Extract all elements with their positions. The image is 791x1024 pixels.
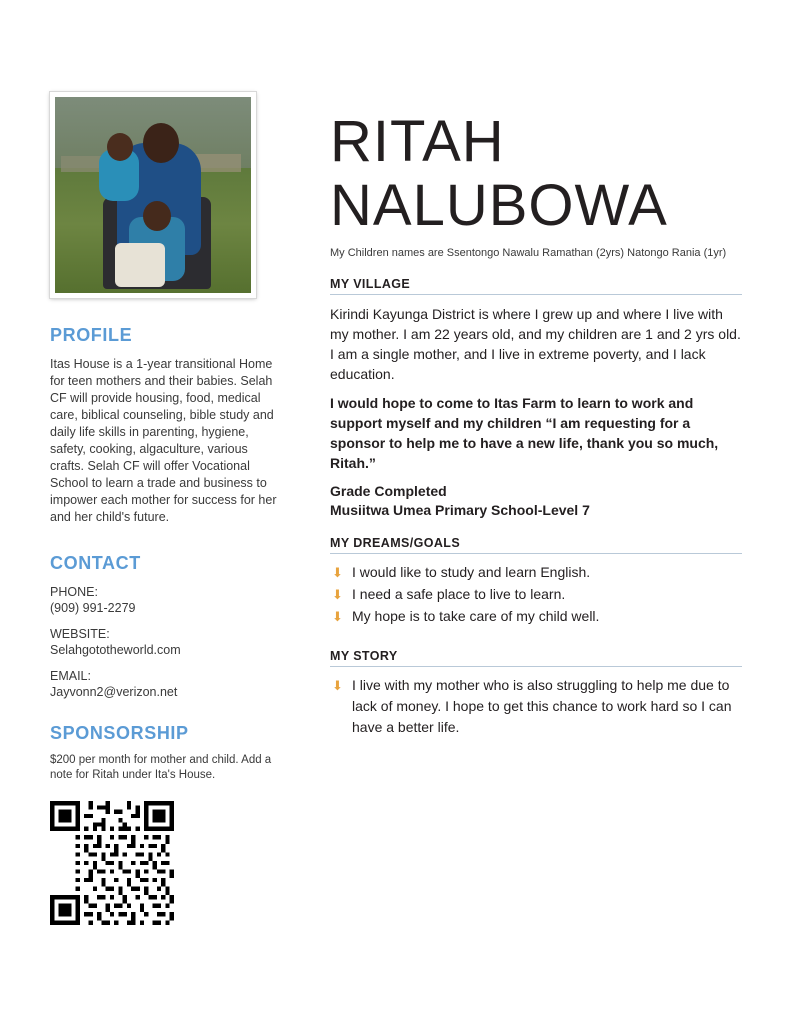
list-item xyxy=(330,606,742,627)
list-item xyxy=(330,675,742,738)
contact-phone-value: (909) 991-2279 xyxy=(50,600,136,615)
children-names-note: My Children names are Ssentongo Nawalu Ramathan (2yrs) Natongo Rania (1yr) xyxy=(330,247,727,259)
page-title-last-name: NALUBOWA xyxy=(330,173,668,238)
down-arrow-bullet-icon: ⬇ xyxy=(332,609,343,624)
list-item-text: My hope is to take care of my child well. xyxy=(352,608,600,624)
contact-phone xyxy=(50,584,278,616)
contact-website xyxy=(50,626,278,658)
photo-background-hut xyxy=(61,156,101,172)
contact-heading: CONTACT xyxy=(50,552,141,573)
photo-child-head xyxy=(107,133,133,161)
my-dreams-goals-heading: MY DREAMS/GOALS xyxy=(330,536,742,554)
list-item-text: I need a safe place to live to learn. xyxy=(352,586,566,602)
down-arrow-bullet-icon: ⬇ xyxy=(332,565,343,580)
photo-baby-head xyxy=(143,201,171,231)
list-item xyxy=(330,584,742,605)
my-village-heading: MY VILLAGE xyxy=(330,277,742,295)
list-item-text: I would like to study and learn English. xyxy=(352,564,591,580)
page-title-first-name: RITAH xyxy=(330,109,505,174)
left-column xyxy=(50,92,278,930)
ritah-with-children-photo xyxy=(50,92,256,298)
my-story-heading: MY STORY xyxy=(330,649,742,667)
right-column xyxy=(330,109,742,739)
down-arrow-bullet-icon: ⬇ xyxy=(332,678,343,693)
contact-website-label: WEBSITE: xyxy=(50,626,110,641)
list-item-text: I live with my mother who is also struggling to help me due to lack of money. I hope to get this chance to work hard so I can have a better life. xyxy=(352,677,732,735)
profile-heading: PROFILE xyxy=(50,325,133,345)
my-village-request: I would hope to come to Itas Farm to learn to work and support myself and my children “I am requesting for a sponsor to help me to have a new life, thank you so much, Ritah.” xyxy=(330,395,719,471)
profile-body: Itas House is a 1-year transitional Home for teen mothers and their babies. Selah CF will provide housing, food, medical care, biblical counseling, bible study and daily life skills in parenting, hygiene, safety, cooking, algaculture, various crafts. Selah CF will offer Vocational School to learn a trade and business to impower each mother for success for her and her child's future. xyxy=(50,356,277,524)
list-item xyxy=(330,562,742,583)
photo-mother-head xyxy=(143,123,179,163)
sponsorship-body: $200 per month for mother and child. Add a note for Ritah under Ita's House. xyxy=(50,754,272,782)
qr-code[interactable] xyxy=(50,801,174,925)
contact-website-value[interactable]: Selahgototheworld.com xyxy=(50,642,181,657)
contact-email-value[interactable]: Jayvonn2@verizon.net xyxy=(50,684,178,699)
my-story-list xyxy=(330,675,742,738)
contact-email xyxy=(50,668,278,700)
sponsorship-heading: SPONSORSHIP xyxy=(50,722,189,743)
my-village-paragraph: Kirindi Kayunga District is where I grew up and where I live with my mother. I am 22 years old, and my children are 1 and 2 yrs old. I am a single mother, and I live in extreme poverty, and I lack education. xyxy=(330,306,741,382)
grade-completed-label: Grade Completed xyxy=(330,483,447,499)
grade-completed-value: Musiitwa Umea Primary School-Level 7 xyxy=(330,502,590,518)
contact-email-label: EMAIL: xyxy=(50,668,91,683)
photo-baby-wrap xyxy=(115,243,165,287)
down-arrow-bullet-icon: ⬇ xyxy=(332,587,343,602)
contact-phone-label: PHONE: xyxy=(50,584,98,599)
my-dreams-goals-list xyxy=(330,562,742,627)
